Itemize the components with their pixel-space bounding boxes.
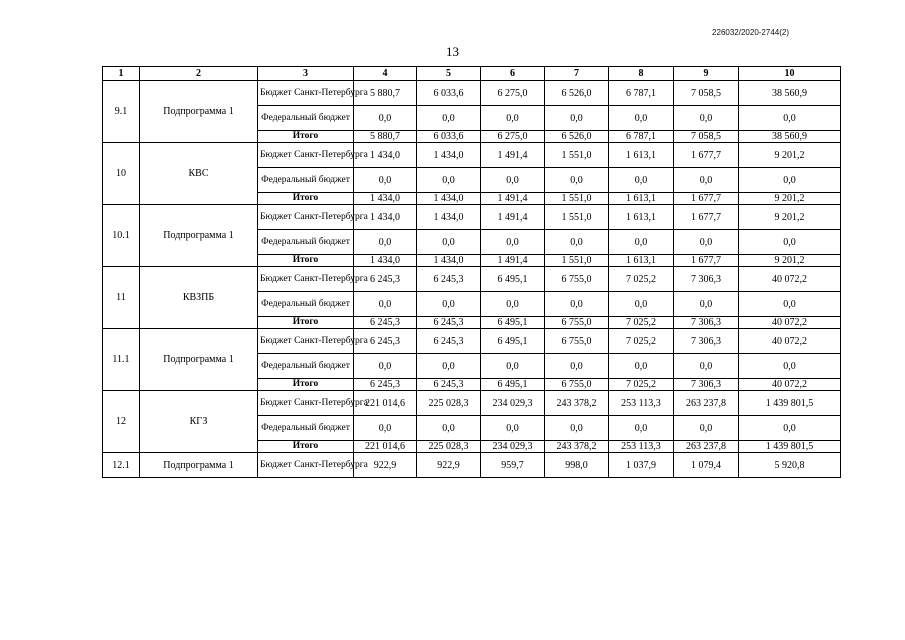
value-cell: 6 787,1 [609,81,674,106]
value-cell: 225 028,3 [417,391,481,416]
value-cell: 0,0 [609,416,674,441]
value-cell: 225 028,3 [417,441,481,453]
value-cell: 38 560,9 [739,81,841,106]
value-cell: 1 677,7 [674,255,739,267]
value-cell: 1 434,0 [417,143,481,168]
value-cell: 7 306,3 [674,379,739,391]
value-cell: 0,0 [354,416,417,441]
budget-table [102,66,841,478]
value-cell: 0,0 [674,416,739,441]
value-cell: 1 551,0 [545,255,609,267]
value-cell: 6 245,3 [354,317,417,329]
funding-source-cell: Бюджет Санкт-Петербурга [258,267,354,292]
value-cell: 6 245,3 [354,329,417,354]
value-cell: 6 275,0 [481,81,545,106]
value-cell: 0,0 [481,292,545,317]
value-cell: 0,0 [481,230,545,255]
value-cell: 7 306,3 [674,317,739,329]
column-header: 1 [103,67,140,81]
value-cell: 922,9 [354,453,417,478]
value-cell: 0,0 [481,354,545,379]
value-cell: 5 880,7 [354,81,417,106]
program-name-cell: Подпрограмма 1 [140,205,258,267]
page-number: 13 [446,44,459,59]
value-cell: 1 037,9 [609,453,674,478]
value-cell: 1 491,4 [481,193,545,205]
table-row [103,205,841,230]
row-number-cell: 9.1 [103,81,140,143]
funding-source-cell: Федеральный бюджет [258,416,354,441]
funding-source-cell: Федеральный бюджет [258,230,354,255]
value-cell: 0,0 [674,354,739,379]
row-number-cell: 11.1 [103,329,140,391]
value-cell: 6 526,0 [545,81,609,106]
funding-source-cell: Бюджет Санкт-Петербурга [258,329,354,354]
value-cell: 7 058,5 [674,131,739,143]
column-header: 10 [739,67,841,81]
value-cell: 1 491,4 [481,143,545,168]
value-cell: 6 245,3 [417,267,481,292]
value-cell: 1 434,0 [417,255,481,267]
value-cell: 7 306,3 [674,267,739,292]
value-cell: 6 755,0 [545,379,609,391]
program-name-cell: КВЗПБ [140,267,258,329]
value-cell: 6 787,1 [609,131,674,143]
value-cell: 1 677,7 [674,193,739,205]
value-cell: 1 439 801,5 [739,441,841,453]
funding-source-cell: Итого [258,193,354,205]
value-cell: 1 079,4 [674,453,739,478]
value-cell: 253 113,3 [609,441,674,453]
program-name-cell: Подпрограмма 1 [140,329,258,391]
value-cell: 6 495,1 [481,379,545,391]
value-cell: 221 014,6 [354,441,417,453]
value-cell: 243 378,2 [545,441,609,453]
table-row [103,329,841,354]
value-cell: 1 613,1 [609,255,674,267]
column-header: 2 [140,67,258,81]
value-cell: 0,0 [354,106,417,131]
program-name-cell: КГЗ [140,391,258,453]
value-cell: 7 058,5 [674,81,739,106]
value-cell: 1 434,0 [417,205,481,230]
value-cell: 6 033,6 [417,131,481,143]
value-cell: 1 677,7 [674,205,739,230]
value-cell: 243 378,2 [545,391,609,416]
column-header: 7 [545,67,609,81]
funding-source-cell: Федеральный бюджет [258,106,354,131]
funding-source-cell: Бюджет Санкт-Петербурга [258,453,354,478]
value-cell: 6 495,1 [481,329,545,354]
value-cell: 6 526,0 [545,131,609,143]
value-cell: 0,0 [354,292,417,317]
value-cell: 6 755,0 [545,329,609,354]
value-cell: 0,0 [481,106,545,131]
value-cell: 5 920,8 [739,453,841,478]
value-cell: 0,0 [481,416,545,441]
value-cell: 959,7 [481,453,545,478]
value-cell: 5 880,7 [354,131,417,143]
column-header: 4 [354,67,417,81]
table-body [103,81,841,478]
column-header: 8 [609,67,674,81]
value-cell: 1 434,0 [354,205,417,230]
value-cell: 40 072,2 [739,379,841,391]
program-name-cell: Подпрограмма 1 [140,453,258,478]
value-cell: 6 033,6 [417,81,481,106]
value-cell: 0,0 [609,292,674,317]
row-number-cell: 10 [103,143,140,205]
funding-source-cell: Итого [258,379,354,391]
value-cell: 0,0 [739,168,841,193]
value-cell: 0,0 [609,354,674,379]
value-cell: 6 245,3 [354,379,417,391]
program-name-cell: КВС [140,143,258,205]
value-cell: 0,0 [354,354,417,379]
value-cell: 1 551,0 [545,205,609,230]
row-number-cell: 10.1 [103,205,140,267]
value-cell: 1 491,4 [481,255,545,267]
value-cell: 40 072,2 [739,267,841,292]
value-cell: 6 275,0 [481,131,545,143]
value-cell: 922,9 [417,453,481,478]
value-cell: 0,0 [481,168,545,193]
value-cell: 253 113,3 [609,391,674,416]
column-header: 6 [481,67,545,81]
funding-source-cell: Федеральный бюджет [258,292,354,317]
value-cell: 9 201,2 [739,205,841,230]
funding-source-cell: Федеральный бюджет [258,354,354,379]
value-cell: 0,0 [417,168,481,193]
value-cell: 0,0 [545,416,609,441]
value-cell: 1 434,0 [354,143,417,168]
value-cell: 1 434,0 [354,255,417,267]
value-cell: 998,0 [545,453,609,478]
value-cell: 6 755,0 [545,267,609,292]
funding-source-cell: Итого [258,131,354,143]
table-row [103,143,841,168]
value-cell: 6 495,1 [481,317,545,329]
value-cell: 7 025,2 [609,329,674,354]
table-row [103,81,841,106]
funding-source-cell: Итого [258,255,354,267]
value-cell: 9 201,2 [739,143,841,168]
column-header: 3 [258,67,354,81]
column-header: 9 [674,67,739,81]
value-cell: 0,0 [739,106,841,131]
value-cell: 0,0 [417,416,481,441]
row-number-cell: 12 [103,391,140,453]
table-row [103,453,841,478]
value-cell: 0,0 [354,230,417,255]
value-cell: 6 245,3 [417,329,481,354]
funding-source-cell: Федеральный бюджет [258,168,354,193]
value-cell: 9 201,2 [739,193,841,205]
value-cell: 0,0 [739,292,841,317]
table-row [103,267,841,292]
value-cell: 263 237,8 [674,391,739,416]
value-cell: 6 495,1 [481,267,545,292]
column-number-row [103,67,841,81]
value-cell: 0,0 [674,230,739,255]
value-cell: 0,0 [545,354,609,379]
value-cell: 1 551,0 [545,143,609,168]
value-cell: 0,0 [545,106,609,131]
value-cell: 0,0 [545,292,609,317]
value-cell: 0,0 [739,354,841,379]
value-cell: 6 245,3 [354,267,417,292]
value-cell: 1 613,1 [609,143,674,168]
value-cell: 0,0 [545,168,609,193]
program-name-cell: Подпрограмма 1 [140,81,258,143]
column-header: 5 [417,67,481,81]
value-cell: 1 434,0 [354,193,417,205]
value-cell: 0,0 [545,230,609,255]
value-cell: 1 677,7 [674,143,739,168]
value-cell: 0,0 [609,230,674,255]
value-cell: 7 306,3 [674,329,739,354]
value-cell: 9 201,2 [739,255,841,267]
value-cell: 1 613,1 [609,205,674,230]
table-row [103,391,841,416]
value-cell: 40 072,2 [739,317,841,329]
value-cell: 0,0 [417,292,481,317]
value-cell: 7 025,2 [609,379,674,391]
funding-source-cell: Итого [258,441,354,453]
value-cell: 0,0 [674,292,739,317]
value-cell: 1 491,4 [481,205,545,230]
document-code: 226032/2020-2744(2) [712,28,789,37]
value-cell: 0,0 [609,106,674,131]
value-cell: 1 434,0 [417,193,481,205]
value-cell: 0,0 [739,230,841,255]
value-cell: 6 245,3 [417,379,481,391]
value-cell: 0,0 [674,168,739,193]
value-cell: 6 245,3 [417,317,481,329]
value-cell: 6 755,0 [545,317,609,329]
value-cell: 7 025,2 [609,267,674,292]
row-number-cell: 11 [103,267,140,329]
funding-source-cell: Бюджет Санкт-Петербурга [258,143,354,168]
value-cell: 0,0 [417,230,481,255]
value-cell: 0,0 [354,168,417,193]
value-cell: 0,0 [417,354,481,379]
value-cell: 1 613,1 [609,193,674,205]
value-cell: 221 014,6 [354,391,417,416]
funding-source-cell: Бюджет Санкт-Петербурга [258,205,354,230]
value-cell: 40 072,2 [739,329,841,354]
value-cell: 234 029,3 [481,441,545,453]
value-cell: 0,0 [674,106,739,131]
value-cell: 0,0 [739,416,841,441]
value-cell: 0,0 [609,168,674,193]
value-cell: 1 551,0 [545,193,609,205]
funding-source-cell: Бюджет Санкт-Петербурга [258,81,354,106]
funding-source-cell: Итого [258,317,354,329]
value-cell: 38 560,9 [739,131,841,143]
value-cell: 0,0 [417,106,481,131]
value-cell: 7 025,2 [609,317,674,329]
value-cell: 234 029,3 [481,391,545,416]
value-cell: 1 439 801,5 [739,391,841,416]
value-cell: 263 237,8 [674,441,739,453]
funding-source-cell: Бюджет Санкт-Петербурга [258,391,354,416]
row-number-cell: 12.1 [103,453,140,478]
